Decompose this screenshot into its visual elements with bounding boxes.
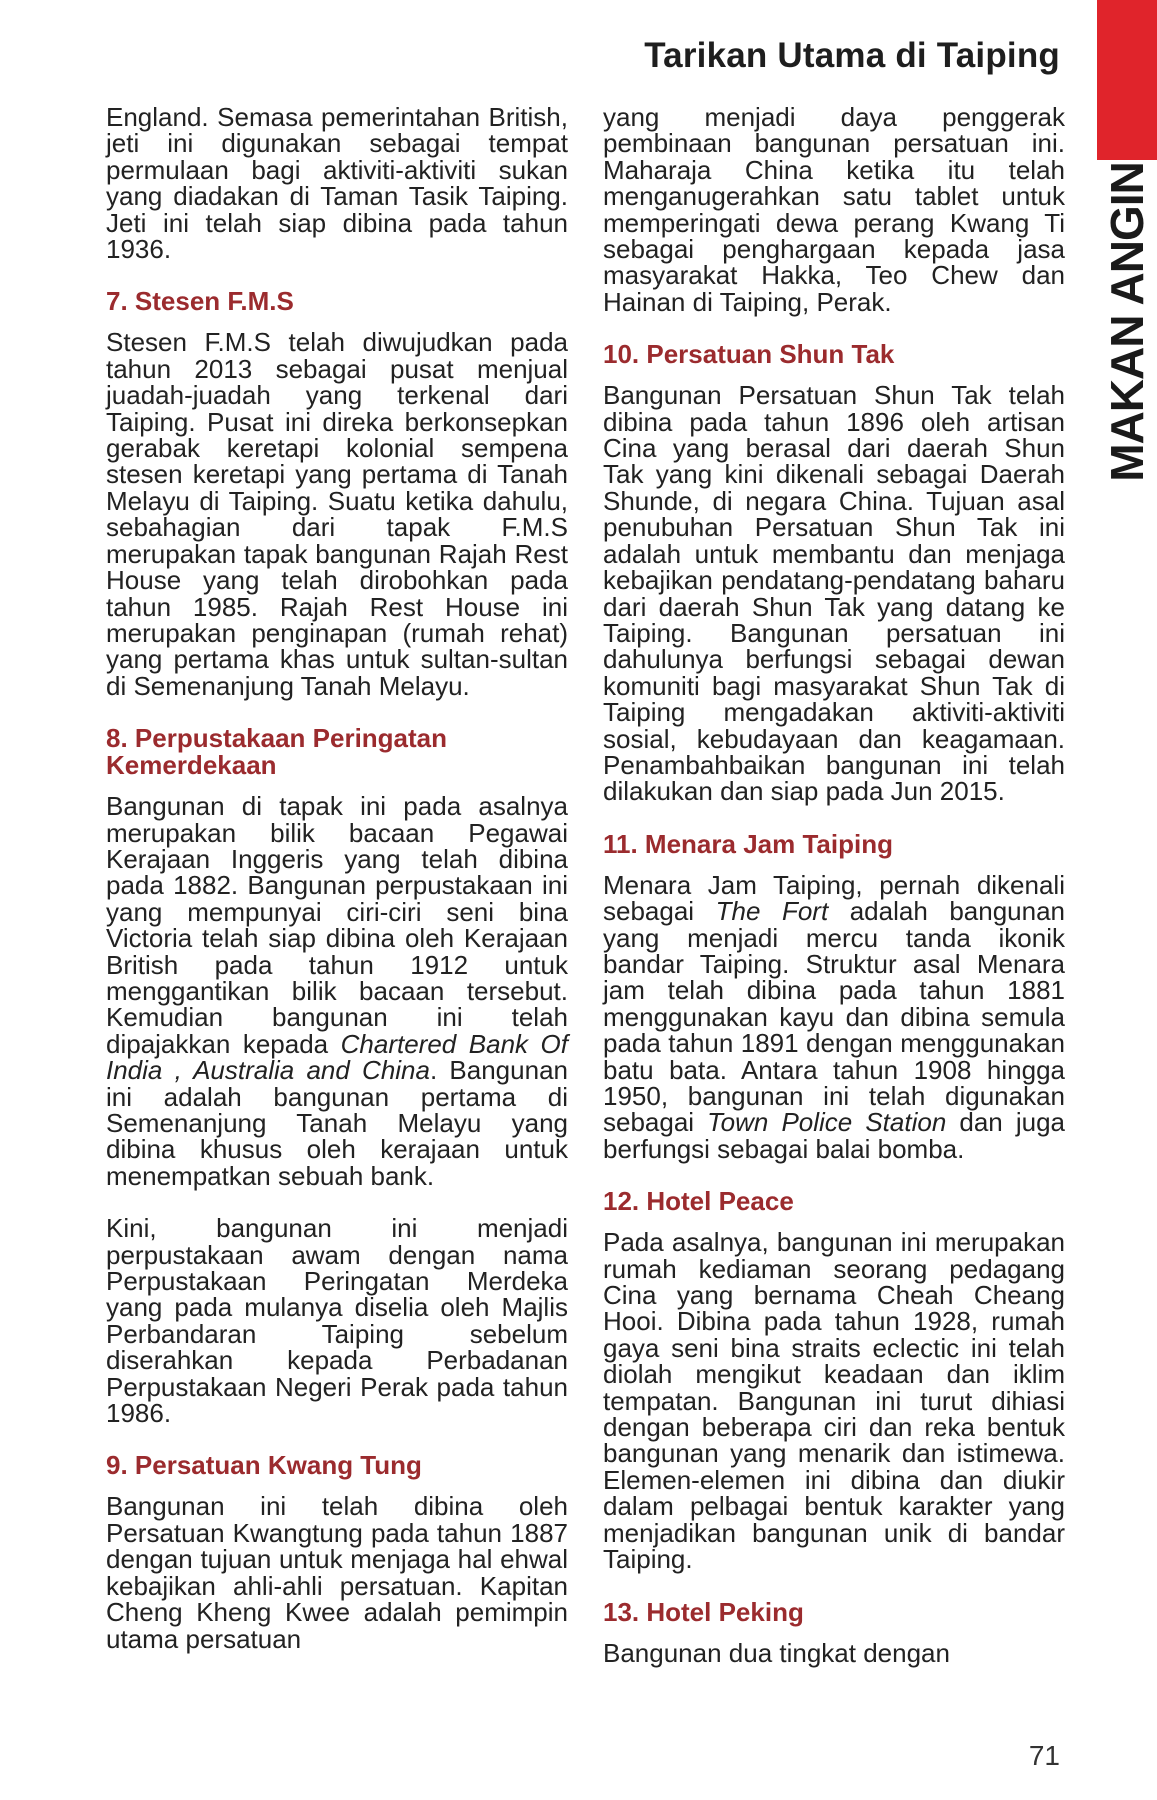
italic-segment: The Fort: [715, 896, 829, 927]
text-segment: Menara Jam Taiping, pernah dikenali sebagai: [603, 869, 1065, 927]
intro-paragraph: England. Semasa pemerintahan British, jeti ini digunakan sebagai tempat permulaan bagi aktiviti-aktiviti sukan yang diadakan di Taman Tasik Taiping. Jeti ini telah siap dibina pada tahun 1936.: [106, 102, 568, 265]
italic-segment: Town Police Station: [707, 1107, 947, 1138]
heading-kwang-tung: 9. Persatuan Kwang Tung: [106, 1450, 422, 1481]
text-segment: dan juga berfungsi sebagai balai bomba.: [603, 1107, 1065, 1164]
heading-stesen-fms: 7. Stesen F.M.S: [106, 286, 294, 317]
text-segment: adalah bangunan yang menjadi mercu tanda ikonik bandar Taiping. Struktur asal Menara jam telah dibina pada tahun 1881 menggunakan kayu dan dibina semula pada tahun 1891 dengan menggunakan batu bata. Antara tahun 1908 hingga 1950, bangunan ini telah digunakan sebagai: [603, 896, 1065, 1138]
heading-shun-tak: 10. Persatuan Shun Tak: [603, 339, 895, 370]
page-number: 71: [1028, 1740, 1060, 1771]
paragraph-kwang-tung: Bangunan ini telah dibina oleh Persatuan Kwangtung pada tahun 1887 dengan tujuan untuk menjaga hal ehwal kebajikan ahli-ahli persatuan. Kapitan Cheng Kheng Kwee adalah pemimpin utama persatuan: [106, 1491, 568, 1654]
paragraph-menara-jam: [603, 869, 1065, 1164]
paragraph-perpustakaan-b: Kini, bangunan ini menjadi perpustakaan awam dengan nama Perpustakaan Peringatan Merdeka yang pada mulanya diselia oleh Majlis Perbandaran Taiping sebelum diserahkan kepada Perbadanan Perpustakaan Negeri Perak pada tahun 1986.: [106, 1213, 568, 1429]
text-segment: . Bangunan ini adalah bangunan pertama di Semenanjung Tanah Melayu yang dibina khusus oleh kerajaan untuk menempatkan sebuah bank.: [106, 1055, 568, 1191]
italic-segment: Chartered Bank Of India , Australia and China: [106, 1028, 568, 1086]
red-side-tab: [1097, 0, 1157, 160]
heading-menara-jam: 11. Menara Jam Taiping: [603, 828, 893, 859]
paragraph-stesen-fms: Stesen F.M.S telah diwujudkan pada tahun 2013 sebagai pusat menjual juadah-juadah yang terkenal dari Taiping. Pusat ini direka berkonsepkan gerabak keretapi kolonial sempena stesen keretapi yang pertama di Tanah Melayu di Taiping. Suatu ketika dahulu, sebahagian dari tapak F.M.S merupakan tapak bangunan Rajah Rest House yang telah dirobohkan pada tahun 1985. Rajah Rest House ini merupakan penginapan (rumah rehat) yang pertama khas untuk sultan-sultan di Semenanjung Tanah Melayu.: [106, 327, 568, 701]
heading-hotel-peace: 12. Hotel Peace: [603, 1186, 794, 1217]
continued-paragraph: yang menjadi daya penggerak pembinaan bangunan persatuan ini. Maharaja China ketika itu telah menganugerahkan satu tablet untuk memperingati dewa perang Kwang Ti sebagai penghargaan kepada jasa masyarakat Hakka, Teo Chew dan Hainan di Taiping, Perak.: [603, 102, 1065, 317]
paragraph-perpustakaan-a: [106, 793, 568, 1189]
right-column: [603, 104, 1065, 1666]
side-label-text: MAKAN ANGIN: [1101, 162, 1153, 482]
paragraph-hotel-peace: Pada asalnya, bangunan ini merupakan rumah kediaman seorang pedagang Cina yang bernama Cheah Cheang Hooi. Dibina pada tahun 1928, rumah gaya seni bina straits eclectic ini telah diolah mengikut keadaan dan iklim tempatan. Bangunan ini turut dihiasi dengan beberapa ciri dan reka bentuk bangunan yang menarik dan istimewa. Elemen-elemen ini dibina dan diukir dalam pelbagai bentuk karakter yang menjadikan bangunan unik di bandar Taiping.: [603, 1227, 1065, 1575]
text-segment: Bangunan di tapak ini pada asalnya merupakan bilik bacaan Pegawai Kerajaan Inggeris yang telah dibina pada 1882. Bangunan perpustakaan ini yang mempunyai ciri-ciri seni bina Victoria telah siap dibina oleh Kerajaan British pada tahun 1912 untuk menggantikan bilik bacaan tersebut. Kemudian bangunan ini telah dipajakkan kepada: [106, 791, 568, 1059]
left-column: [106, 104, 568, 1652]
paragraph-shun-tak: Bangunan Persatuan Shun Tak telah dibina pada tahun 1896 oleh artisan Cina yang berasal dari daerah Shun Tak yang kini dikenali sebagai Daerah Shunde, di negara China. Tujuan asal penubuhan Persatuan Shun Tak ini adalah untuk membantu dan menjaga kebajikan pendatang-pendatang baharu dari daerah Shun Tak yang datang ke Taiping. Bangunan persatuan ini dahulunya berfungsi sebagai dewan komuniti bagi masyarakat Shun Tak di Taiping mengadakan aktiviti-aktiviti sosial, kebudayaan dan keagamaan. Penambahbaikan bangunan ini telah dilakukan dan siap pada Jun 2015.: [603, 380, 1065, 807]
paragraph-hotel-peking: Bangunan dua tingkat dengan: [603, 1637, 950, 1668]
section-side-label: [1097, 162, 1157, 482]
page-header-title: Tarikan Utama di Taiping: [644, 36, 1060, 75]
heading-perpustakaan: 8. Perpustakaan Peringatan Kemerdekaan: [106, 723, 448, 781]
heading-hotel-peking: 13. Hotel Peking: [603, 1596, 804, 1627]
